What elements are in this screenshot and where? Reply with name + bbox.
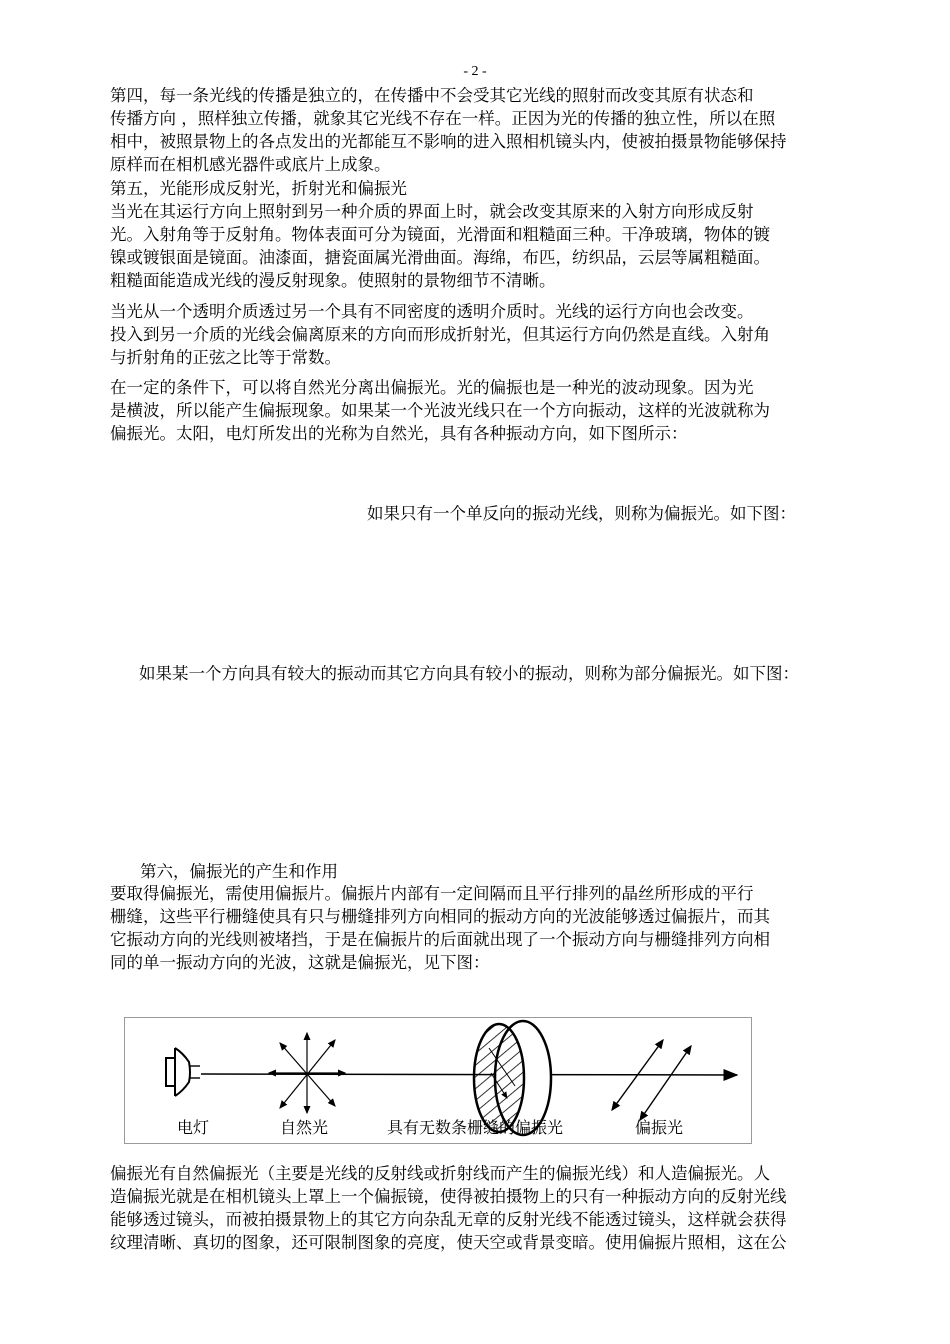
text-line: 偏振光。太阳，电灯所发出的光称为自然光，具有各种振动方向，如下图所示： [110,424,688,443]
light-beam [201,1074,737,1075]
text-line: 能够透过镜头，而被拍摄景物上的其它方向杂乱无章的反射光线不能透过镜头，这样就会获得 [110,1210,787,1229]
single-direction-caption: 如果只有一个单反向的振动光线，则称为偏振光。如下图： [367,504,796,523]
text-line: 栅缝，这些平行栅缝使具有只与栅缝排列方向相同的振动方向的光波能够透过偏振片，而其 [110,907,770,926]
polarizer-diagram [124,1017,752,1144]
text-line: 与折射角的正弦之比等于常数。 [110,348,341,367]
paragraph-polarization [110,376,885,445]
text-line: 当光在其运行方向上照射到另一种介质的界面上时，就会改变其原来的入射方向形成反射 [110,202,754,221]
polarized-light-label: 偏振光 [635,1118,684,1137]
text-line: 它振动方向的光线则被堵挡，于是在偏振片的后面就出现了一个振动方向与栅缝排列方向相 [110,930,770,949]
text-line: 第五，光能形成反射光，折射光和偏振光 [110,179,407,198]
text-line: 偏振光有自然偏振光（主要是光线的反射线或折射线而产生的偏振光线）和人造偏振光。人 [110,1164,770,1183]
paragraph-refraction [110,300,885,369]
heading-fifth [110,177,885,200]
text-line: 投入到另一介质的光线会偏离原来的方向而形成折射光，但其运行方向仍然是直线。入射角 [110,325,770,344]
heading-sixth: 第六，偏振光的产生和作用 [140,862,338,881]
paragraph-fourth [110,84,885,176]
partial-polarization-caption: 如果某一个方向具有较大的振动而其它方向具有较小的振动，则称为部分偏振光。如下图： [139,664,799,683]
text-line: 是横波，所以能产生偏振现象。如果某一个光波光线只在一个方向振动，这样的光波就称为 [110,401,770,420]
text-line: 第四，每一条光线的传播是独立的，在传播中不会受其它光线的照射而改变其原有状态和 [110,86,754,105]
text-line: 同的单一振动方向的光波，这就是偏振光，见下图： [110,953,490,972]
text-line: 造偏振光就是在相机镜头上罩上一个偏振镜，使得被拍摄物上的只有一种振动方向的反射光线 [110,1187,787,1206]
text-line: 镍或镀银面是镜面。油漆面，搪瓷面属光滑曲面。海绵，布匹，纺织品，云层等属粗糙面。 [110,248,770,267]
text-line: 原样而在相机感光器件或底片上成象。 [110,155,391,174]
paragraph-polarizer [110,882,885,974]
natural-light-symbol [269,1033,345,1113]
text-line: 相中，被照景物上的各点发出的光都能互不影响的进入照相机镜头内，使被拍摄景物能够保持 [110,132,787,151]
text-line: 光。入射角等于反射角。物体表面可分为镜面，光滑面和粗糙面三种。干净玻璃，物体的镀 [110,225,770,244]
lamp-icon [166,1048,200,1096]
polarizer-label: 具有无数条栅缝的偏振光 [387,1118,564,1137]
page-number: - 2 - [463,64,487,79]
text-line: 传播方向 ，照样独立传播，就象其它光线不存在一样。正因为光的传播的独立性，所以在照 [110,109,776,128]
text-line: 纹理清晰、真切的图象，还可限制图象的亮度，使天空或背景变暗。使用偏振片照相，这在公 [110,1233,787,1252]
paragraph-polarized-types [110,1162,885,1254]
paragraph-reflection [110,200,885,292]
text-line: 要取得偏振光，需使用偏振片。偏振片内部有一定间隔而且平行排列的晶丝所形成的平行 [110,884,754,903]
lamp-label: 电灯 [177,1118,210,1137]
natural-light-label: 自然光 [280,1118,329,1137]
polarized-light-symbol [612,1040,691,1120]
text-line: 粗糙面能造成光线的漫反射现象。使照射的景物细节不清晰。 [110,271,556,290]
text-line: 当光从一个透明介质透过另一个具有不同密度的透明介质时。光线的运行方向也会改变。 [110,302,754,321]
text-line: 在一定的条件下，可以将自然光分离出偏振光。光的偏振也是一种光的波动现象。因为光 [110,378,754,397]
